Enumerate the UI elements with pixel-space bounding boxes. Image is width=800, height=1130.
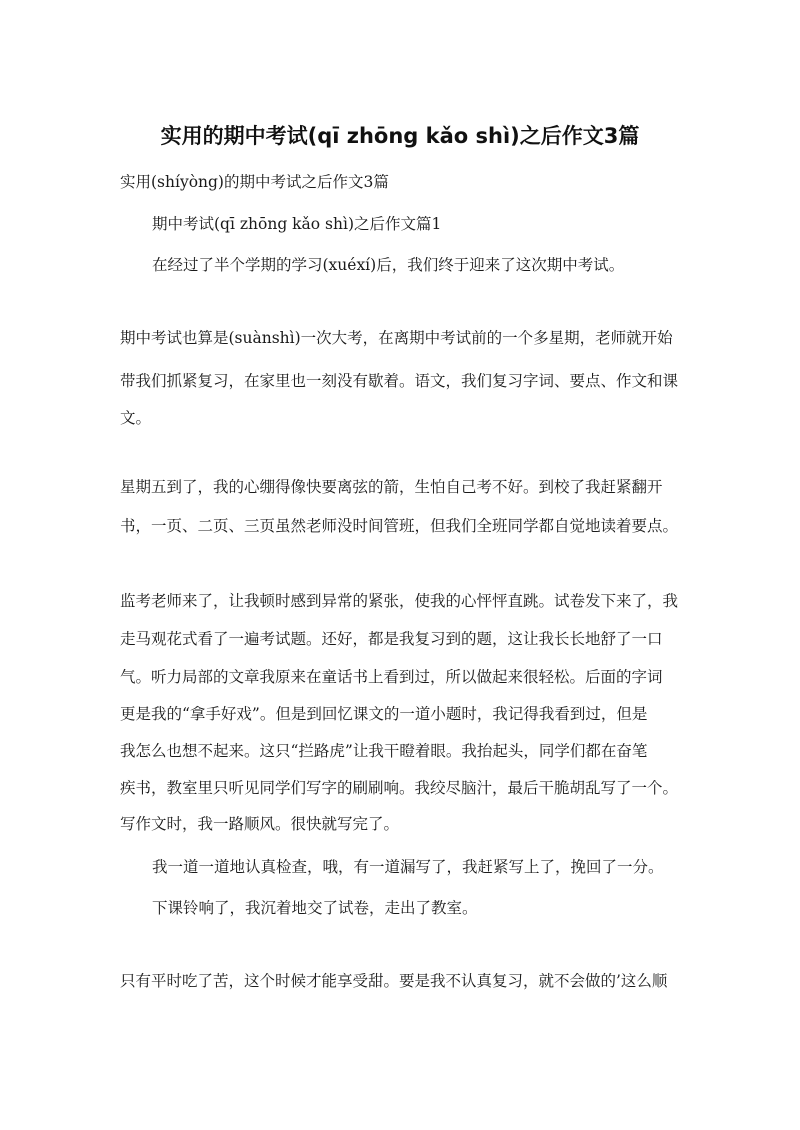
paragraph-line: 文。	[120, 409, 152, 427]
paragraph-line: 更是我的“拿手好戏”。但是到回忆课文的一道小题时，我记得我看到过，但是	[120, 705, 648, 723]
paragraph-line: 我一道一道地认真检查，哦，有一道漏写了，我赶紧写上了，挽回了一分。	[152, 858, 664, 876]
paragraph-line: 我怎么也想不起来。这只“拦路虎”让我干瞪着眼。我抬起头，同学们都在奋笔	[120, 742, 648, 760]
paragraph-line: 走马观花式看了一遍考试题。还好，都是我复习到的题，这让我长长地舒了一口	[120, 630, 663, 648]
paragraph-line: 书，一页、二页、三页虽然老师没时间管班，但我们全班同学都自觉地读着要点。	[120, 517, 679, 535]
paragraph-line: 疾书，教室里只听见同学们写字的刷刷响。我绞尽脑汁，最后干脆胡乱写了一个。	[120, 779, 679, 797]
paragraph-line: 监考老师来了，让我顿时感到异常的紧张，使我的心怦怦直跳。试卷发下来了，我	[120, 592, 679, 610]
paragraph-line: 带我们抓紧复习，在家里也一刻没有歇着。语文，我们复习字词、要点、作文和课	[120, 372, 679, 390]
paragraph-line: 在经过了半个学期的学习(xuéxí)后，我们终于迎来了这次期中考试。	[152, 256, 625, 274]
section-heading: 期中考试(qī zhōng kǎo shì)之后作文篇1	[152, 215, 442, 233]
paragraph-line: 只有平时吃了苦，这个时候才能享受甜。要是我不认真复习，就不会做的’这么顺	[120, 972, 668, 990]
paragraph-line: 气。听力局部的文章我原来在童话书上看到过，所以做起来很轻松。后面的字词	[120, 668, 663, 686]
paragraph-line: 期中考试也算是(suànshì)一次大考，在离期中考试前的一个多星期，老师就开始	[120, 329, 673, 347]
paragraph-line: 星期五到了，我的心绷得像快要离弦的箭，生怕自己考不好。到校了我赶紧翻开	[120, 478, 663, 496]
document-title: 实用的期中考试(qī zhōng kǎo shì)之后作文3篇	[160, 124, 640, 148]
paragraph-line: 下课铃响了，我沉着地交了试卷，走出了教室。	[152, 899, 478, 917]
document-subtitle: 实用(shíyòng)的期中考试之后作文3篇	[120, 173, 389, 191]
paragraph-line: 写作文时，我一路顺风。很快就写完了。	[120, 815, 400, 833]
